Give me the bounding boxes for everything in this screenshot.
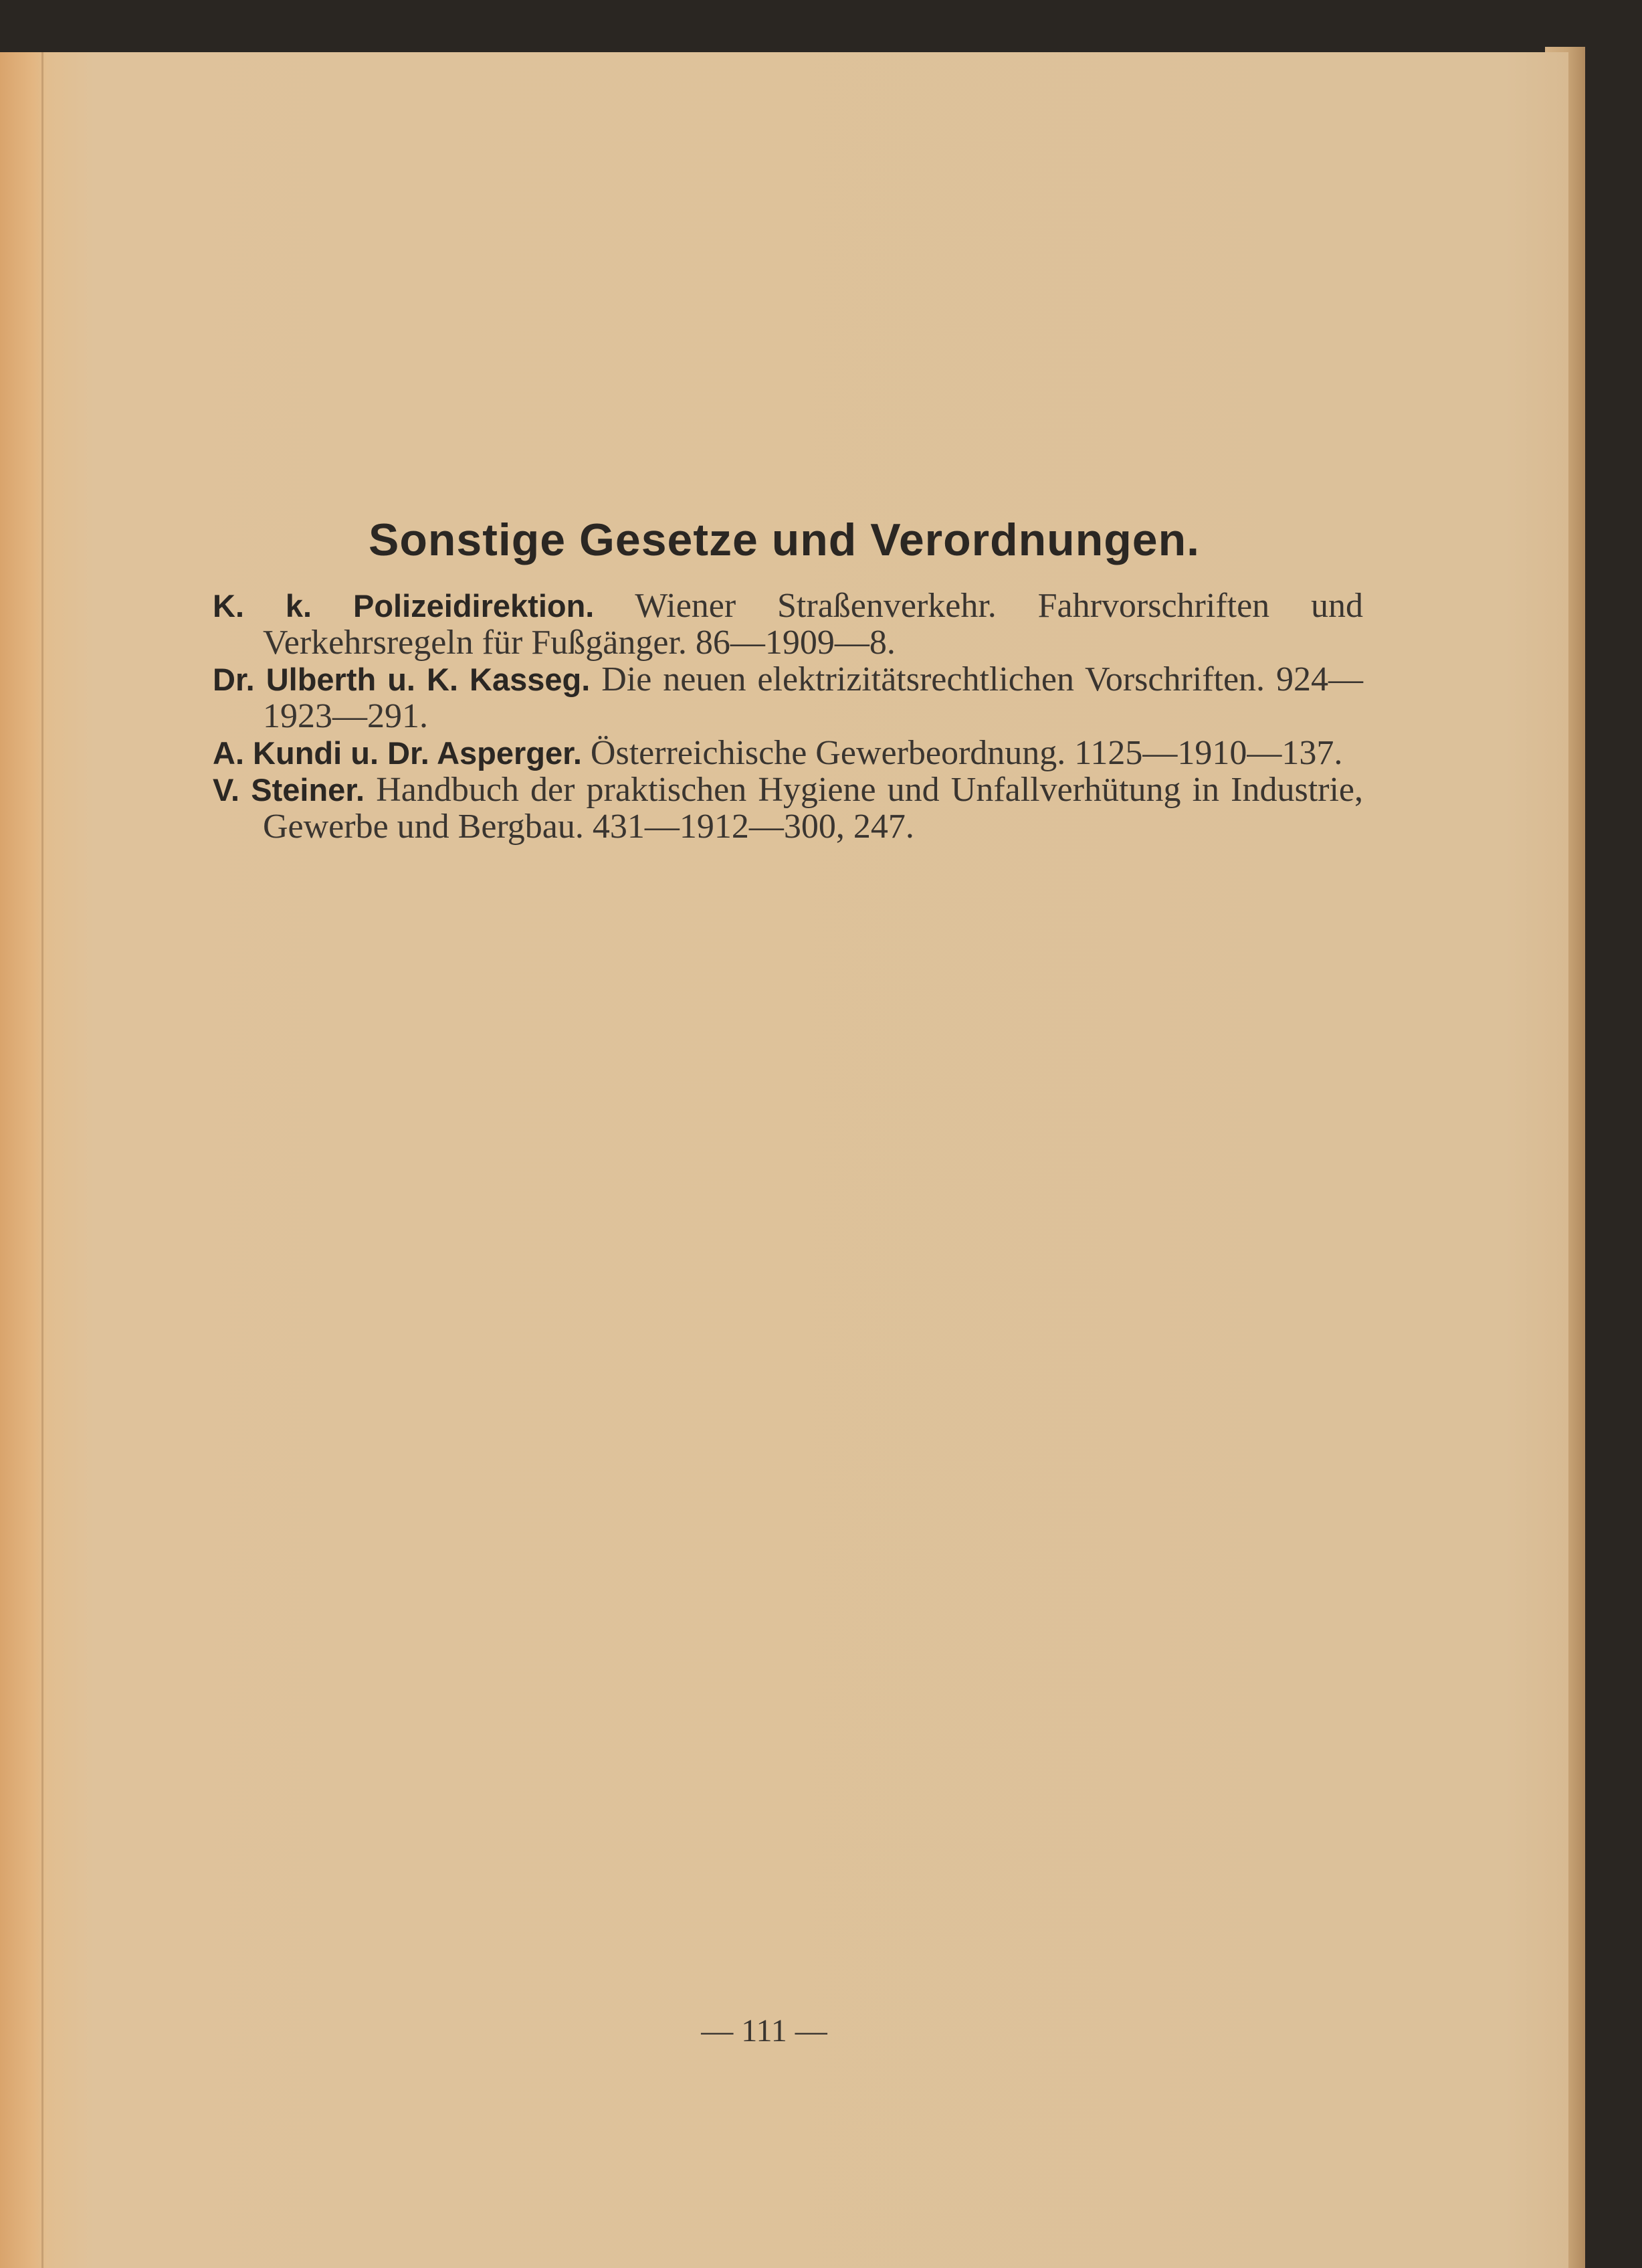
book-spine-shadow — [0, 52, 47, 2268]
bibliography-entry — [213, 771, 1363, 845]
page-title: Sonstige Gesetze und Verordnungen. — [368, 514, 1201, 565]
bibliography-list — [213, 587, 1363, 845]
gutter-fold — [41, 52, 43, 2268]
bibliography-entry — [213, 735, 1363, 771]
entry-text: Die neuen elektrizitätsrechtlichen Vorschriften. 924—1923—291. — [263, 660, 1364, 735]
entry-author: A. Kundi u. Dr. Asperger. — [213, 735, 582, 771]
entry-text: Handbuch der praktischen Hygiene und Unfallverhütung in Industrie, Gewerbe und Bergbau. 431—1912—300, 247. — [263, 771, 1364, 846]
book-page — [0, 52, 1568, 2268]
page-number: — 111 — — [701, 2013, 827, 2049]
bibliography-entry — [213, 661, 1363, 735]
entry-author: V. Steiner. — [213, 772, 365, 808]
entry-author: K. k. Polizeidirektion. — [213, 588, 595, 624]
bibliography-entry — [213, 587, 1363, 661]
entry-author: Dr. Ulberth u. K. Kasseg. — [213, 662, 591, 697]
entry-text: Wiener Straßenverkehr. Fahrvorschriften und Verkehrsregeln für Fußgänger. 86—1909—8. — [263, 587, 1363, 662]
entry-text: Österreichische Gewerbeordnung. 1125—1910—137. — [590, 734, 1343, 772]
